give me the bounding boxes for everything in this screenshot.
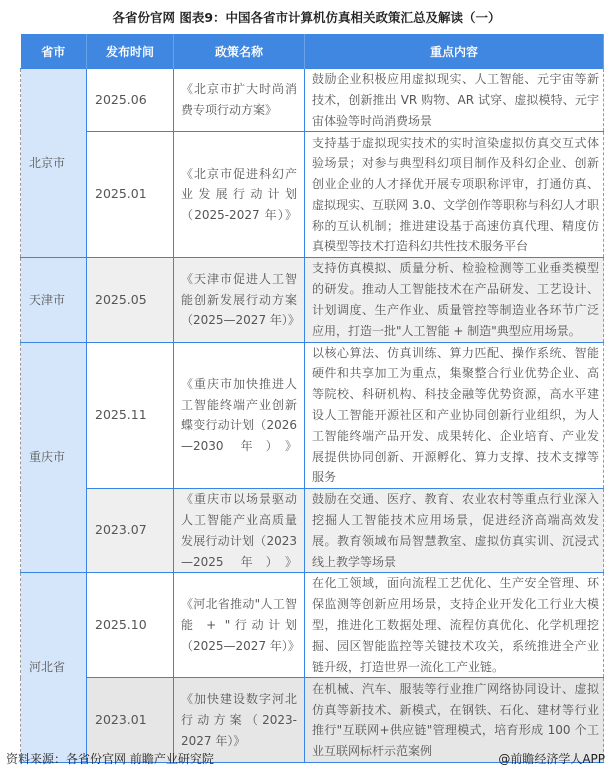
header-province: 省市 [21, 34, 87, 69]
table-row [21, 132, 604, 258]
province-cell: 北京市 [21, 69, 87, 258]
content-cell: 鼓励企业积极应用虚拟现实、人工智能、元宇宙等新技术，创新推出 VR 购物、AR 试穿、虚拟模特、元宇宙体验等时尚消费场景 [305, 69, 604, 132]
date-cell: 2025.06 [87, 69, 174, 132]
table-row [21, 69, 604, 132]
policy-cell: 《重庆市加快推进人工智能终端产业创新蝶变行动计划（2026—2030 年）》 [174, 342, 305, 489]
content-cell: 支持仿真模拟、质量分析、检验检测等工业垂类模型的研发。推动人工智能技术在产品研发、工艺设计、计划调度、生产作业、质量管控等制造业各环节广泛应用，打造一批"人工智能 + 制造"典型应用场景。 [305, 258, 604, 342]
policy-cell: 《天津市促进人工智能创新发展行动方案（2025—2027 年）》 [174, 258, 305, 342]
content-cell: 以核心算法、仿真训练、算力匹配、操作系统、智能硬件和共享加工为重点，集聚整合行业优势企业、高等院校、科研机构、科技金融等优势资源，高水平建设人工智能开源社区和产业协同创新行业组织，为人工智能终端产品开发、成果转化、企业培育、产业发展提供协同创新、开源孵化、算力支撑、技术支撑等服务 [305, 342, 604, 489]
content-cell: 支持基于虚拟现实技术的实时渲染虚拟仿真交互式体验场景；对参与典型科幻项目制作及科幻企业、创新创业企业的人才择优开展专项职称评审，打通仿真、虚拟现实、互联网 3.0、文学创作等职称与科幻人才职称的互认机制；推进建设基于高速仿真代理、精度仿真模型等技术打造科幻共性技术服务平台 [305, 132, 604, 258]
date-cell: 2025.10 [87, 573, 174, 678]
content-cell: 在机械、汽车、服装等行业推广网络协同设计、虚拟仿真等新技术、新模式，在钢铁、石化、建材等行业推行"互联网+供应链"管理模式，培育形成 100 个工业互联网标杆示范案例 [305, 678, 604, 763]
policy-cell: 《北京市促进科幻产业发展行动计划（2025-2027 年）》 [174, 132, 305, 258]
date-cell: 2025.01 [87, 132, 174, 258]
table-row [21, 573, 604, 678]
policy-table [20, 34, 604, 763]
source-note: 资料来源：各省份官网 前瞻产业研究院 [6, 752, 214, 766]
header-policy: 政策名称 [174, 34, 305, 69]
brand-credit: @前瞻经济学人APP [498, 752, 605, 766]
table-row [21, 489, 604, 573]
policy-cell: 《河北省推动"人工智能 + "行动计划（2025—2027 年）》 [174, 573, 305, 678]
province-cell: 重庆市 [21, 342, 87, 573]
table-row [21, 342, 604, 489]
date-cell: 2025.11 [87, 342, 174, 489]
policy-cell: 《加快建设数字河北行动方案（2023-2027 年）》 [174, 678, 305, 763]
date-cell: 2025.05 [87, 258, 174, 342]
date-cell: 2023.01 [87, 678, 174, 763]
province-cell: 河北省 [21, 573, 87, 763]
table-header [21, 34, 604, 69]
content-cell: 在化工领域，面向流程工艺优化、生产安全管理、环保监测等创新应用场景，支持企业开发化工行业大模型，推进化工数据处理、流程仿真优化、化学机理挖掘、园区智能监控等关键技术攻关，系统推进全产业链升级，打造世界一流化工产业链。 [305, 573, 604, 678]
province-cell: 天津市 [21, 258, 87, 342]
policy-cell: 《北京市扩大时尚消费专项行动方案》 [174, 69, 305, 132]
header-content: 重点内容 [305, 34, 604, 69]
chart-title: 各省份官网 图表9：中国各省市计算机仿真相关政策汇总及解读（一） [112, 10, 501, 25]
policy-cell: 《重庆市以场景驱动人工智能产业高质量发展行动计划（2023—2025 年）》 [174, 489, 305, 573]
table-row [21, 258, 604, 342]
date-cell: 2023.07 [87, 489, 174, 573]
header-date: 发布时间 [87, 34, 174, 69]
content-cell: 鼓励在交通、医疗、教育、农业农村等重点行业深入挖掘人工智能技术应用场景，促进经济高端高效发展。教育领域布局智慧教室、虚拟仿真实训、沉浸式线上教学等场景 [305, 489, 604, 573]
